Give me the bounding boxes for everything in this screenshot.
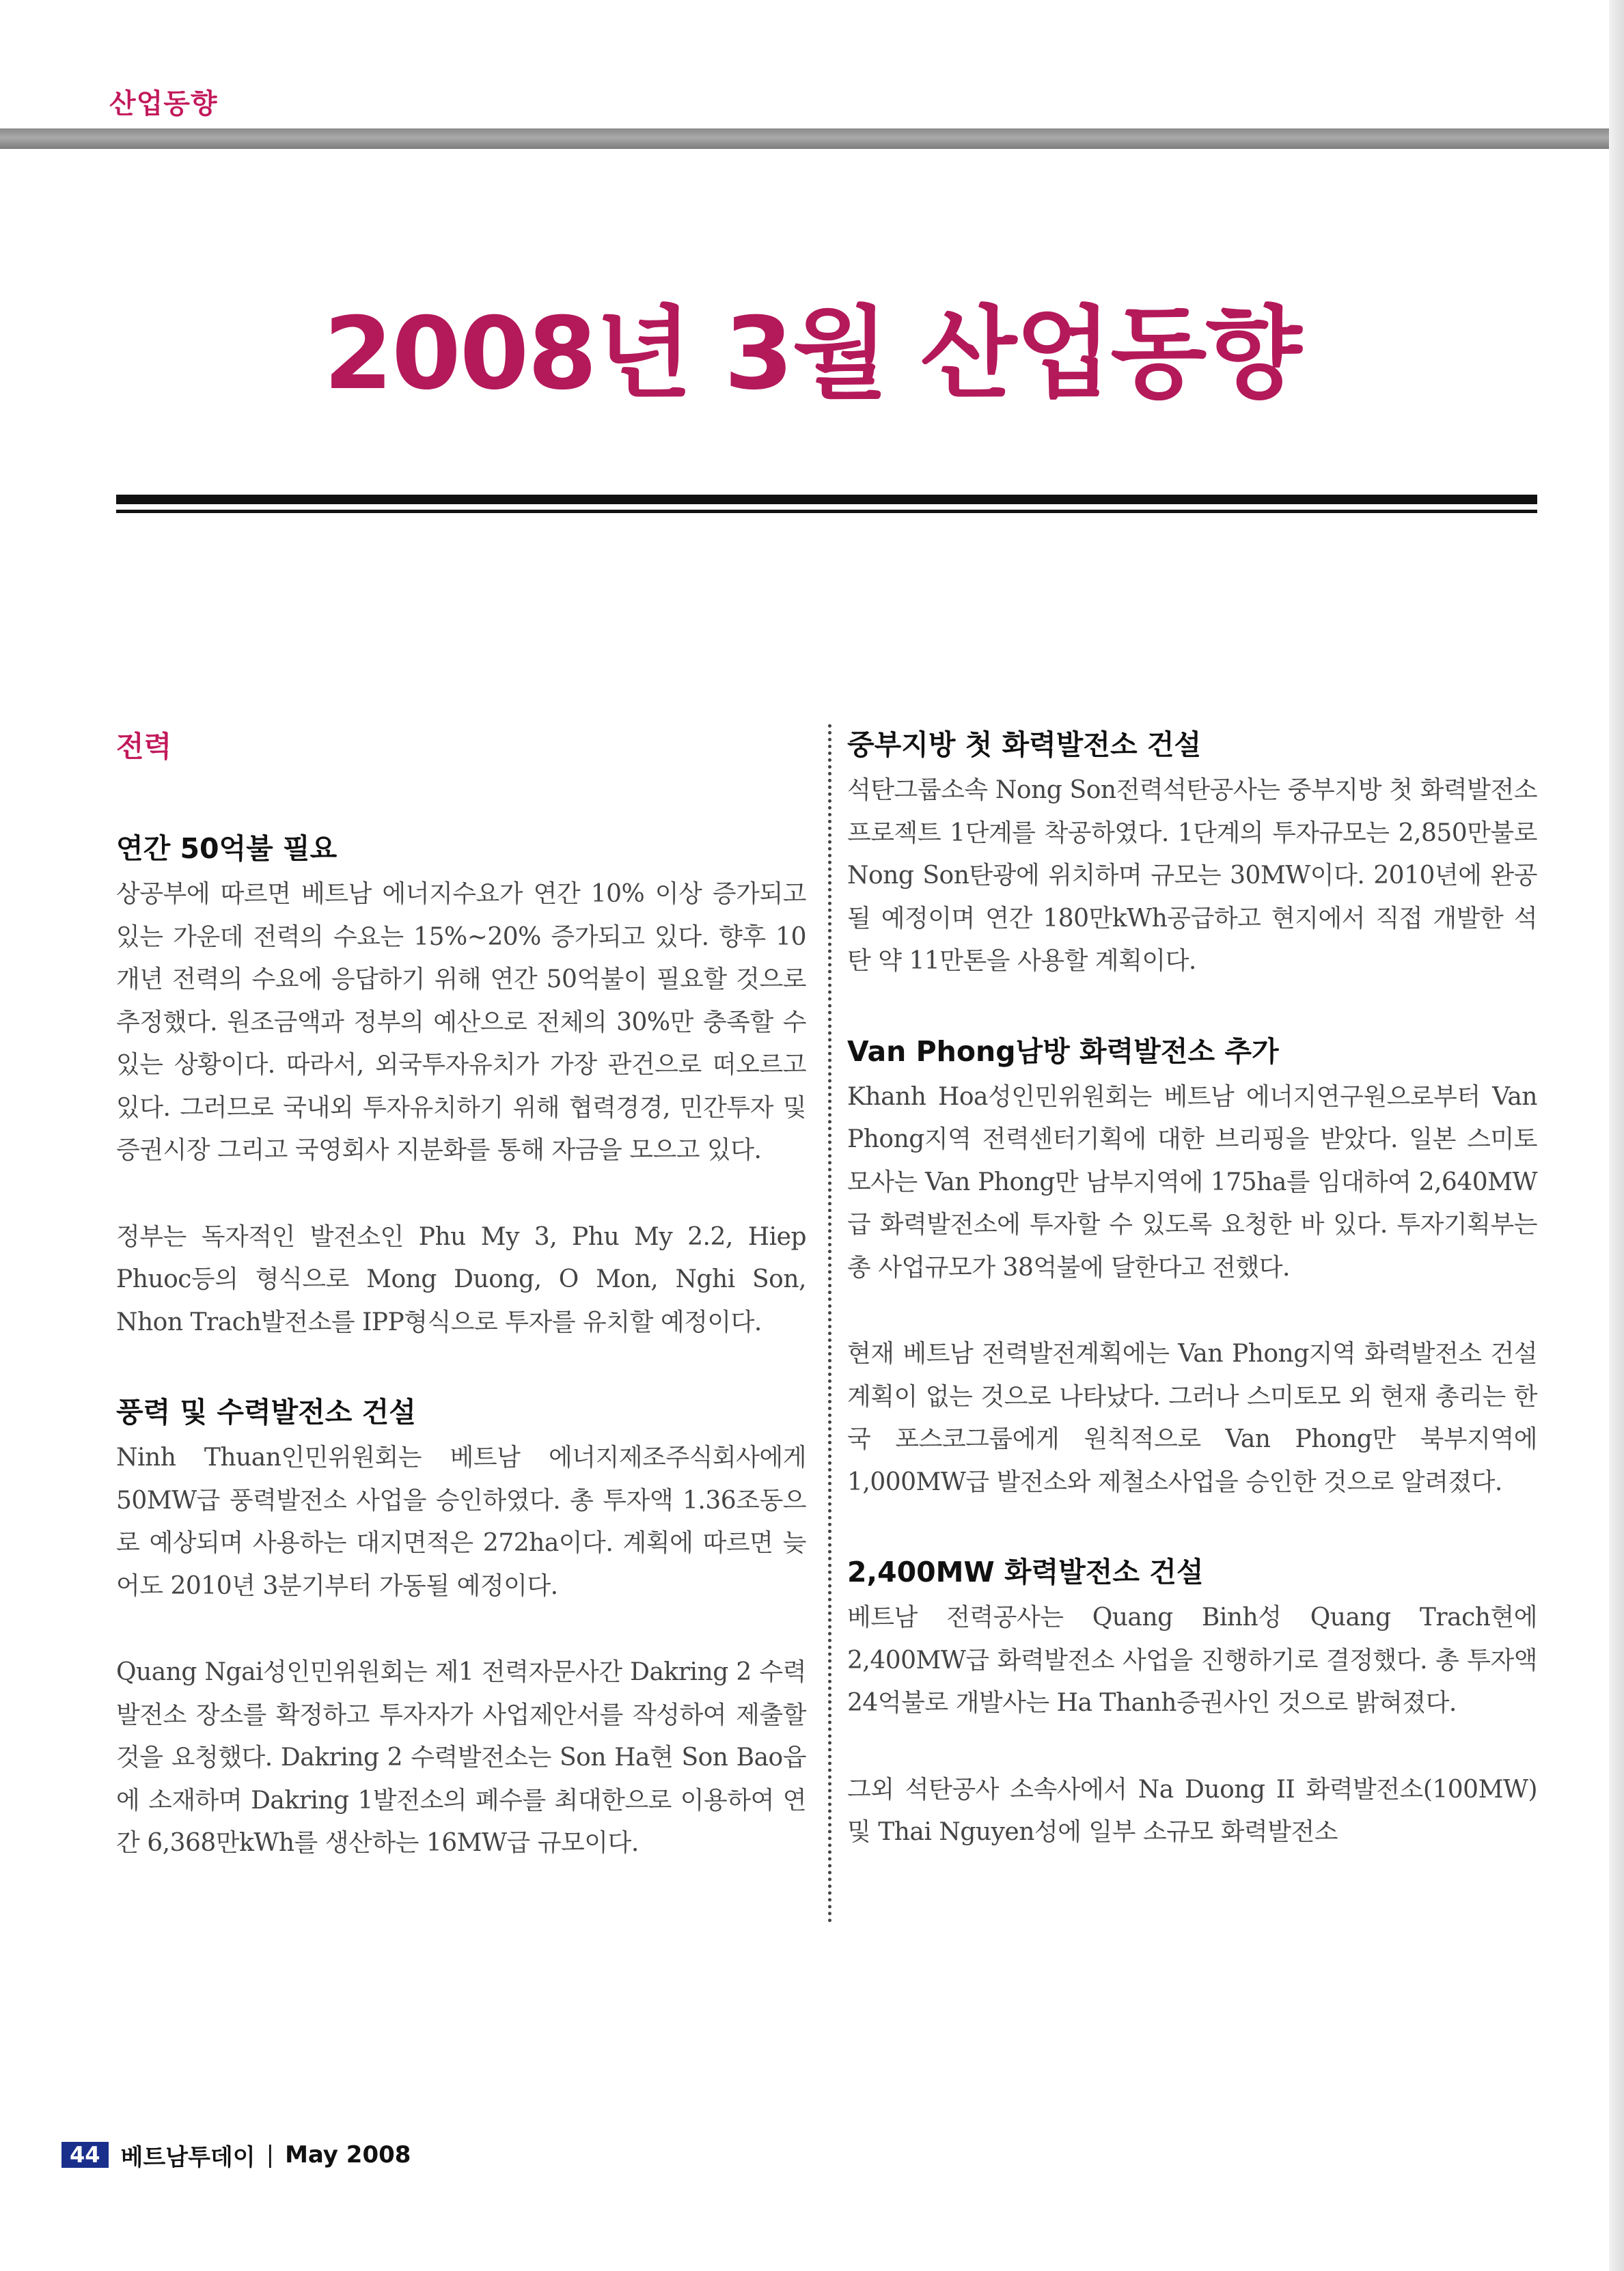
article-heading: Van Phong남방 화력발전소 추가 <box>847 1034 1279 1068</box>
category-label: 전력 <box>116 730 172 763</box>
article-paragraph: Ninh Thuan인민위원회는 베트남 에너지제조주식회사에게 50MW급 풍력발전소 사업을 승인하였다. 총 투자액 1.36조동으로 예상되며 사용하는 대지면적은 272ha이다. 계획에 따르면 늦어도 2010년 3분기부터 가동될 예정이다. <box>116 1444 806 1600</box>
article-paragraph: Khanh Hoa성인민위원회는 베트남 에너지연구원으로부터 Van Phong지역 전력센터기획에 대한 브리핑을 받았다. 일본 스미토모사는 Van Phong만 남부지역에 175ha를 임대하여 2,640MW급 화력발전소에 투자할 수 있도록 요청한 바 있다. 투자기획부는 총 사업규모가 38억불에 달한다고 전했다. <box>847 1082 1537 1282</box>
article-paragraph: 현재 베트남 전력발전계획에는 Van Phong지역 화력발전소 건설계획이 없는 것으로 나타났다. 그러나 스미토모 외 현재 총리는 한국 포스코그룹에게 원칙적으로 Van Phong만 북부지역에 1,000MW급 발전소와 제철소사업을 승인한 것으로 알려졌다. <box>847 1340 1537 1496</box>
article <box>116 828 806 1344</box>
article-paragraph: 상공부에 따르면 베트남 에너지수요가 연간 10% 이상 증가되고 있는 가운데 전력의 수요는 15%~20% 증가되고 있다. 향후 10개년 전력의 수요에 응답하기 위해 연간 50억불이 필요할 것으로 추정했다. 원조금액과 정부의 예산으로 전체의 30%만 충족할 수 있는 상황이다. 따라서, 외국투자유치가 가장 관건으로 떠오르고 있다. 그러므로 국내외 투자유치하기 위해 협력경경, 민간투자 및 증권시장 그리고 국영회사 지분화를 통해 자금을 모으고 있다. <box>116 880 806 1164</box>
article <box>847 1031 1537 1504</box>
page-number: 44 <box>61 2142 109 2168</box>
article-paragraph: 그외 석탄공사 소속사에서 Na Duong II 화력발전소(100MW) 및 Thai Nguyen성에 일부 소규모 화력발전소 <box>847 1775 1537 1846</box>
column-divider <box>828 724 831 1923</box>
article-paragraph: 베트남 전력공사는 Quang Binh성 Quang Trach현에 2,400MW급 화력발전소 사업을 진행하기로 결정했다. 총 투자액 24억불로 개발사는 Ha Thanh증권사인 것으로 밝혀졌다. <box>847 1604 1537 1717</box>
header-band <box>0 128 1609 149</box>
article-heading: 중부지방 첫 화력발전소 건설 <box>847 728 1202 761</box>
magazine-name: 베트남투데이 <box>120 2143 256 2171</box>
issue-date: May 2008 <box>285 2141 411 2169</box>
article <box>847 1552 1537 1854</box>
article-heading: 2,400MW 화력발전소 건설 <box>847 1556 1204 1588</box>
article-paragraph: Quang Ngai성인민위원회는 제1 전력자문사간 Dakring 2 수력발전소 장소를 확정하고 투자자가 사업제안서를 작성하여 제출할 것을 요청했다. Dakring 2 수력발전소는 Son Ha현 Son Bao읍에 소재하며 Dakring 1발전소의 폐수를 최대한으로 이용하여 연간 6,368만kWh를 생산하는 16MW급 규모이다. <box>116 1658 806 1857</box>
article <box>116 1392 806 1865</box>
article-paragraph: 정부는 독자적인 발전소인 Phu My 3, Phu My 2.2, Hiep Phuoc등의 형식으로 Mong Duong, O Mon, Nghi Son, Nhon Trach발전소를 IPP형식으로 투자를 유치할 예정이다. <box>116 1222 806 1336</box>
left-column <box>116 724 806 1865</box>
page-footer <box>61 2138 411 2171</box>
title-rule-thick <box>116 495 1537 504</box>
title-rule-thin <box>116 510 1537 513</box>
article-paragraph: 석탄그룹소속 Nong Son전력석탄공사는 중부지방 첫 화력발전소 프로젝트 1단계를 착공하였다. 1단계의 투자규모는 2,850만불로 Nong Son탄광에 위치하며 규모는 30MW이다. 2010년에 완공될 예정이며 연간 180만kWh공급하고 현지에서 직접 개발한 석탄 약 11만톤을 사용할 계획이다. <box>847 776 1537 975</box>
section-tag: 산업동향 <box>109 88 218 120</box>
article <box>847 724 1537 983</box>
page-title: 2008년 3월 산업동향 <box>323 296 1301 412</box>
footer-separator: | <box>266 2141 275 2169</box>
article-heading: 연간 50억불 필요 <box>116 832 338 865</box>
article-heading: 풍력 및 수력발전소 건설 <box>116 1396 416 1429</box>
right-column <box>847 724 1537 1854</box>
